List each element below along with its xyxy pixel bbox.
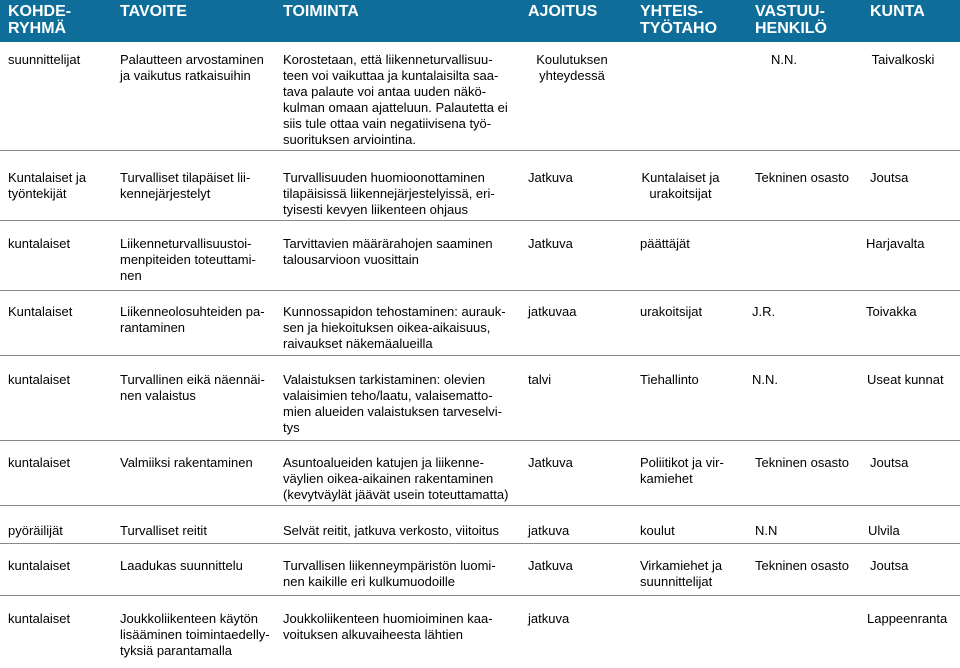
cell-kohderyhma: suunnittelijat [8, 52, 81, 67]
row-divider [0, 150, 960, 151]
cell-yhteistyotaho: koulut [640, 523, 675, 538]
cell-kunta: Taivalkoski [871, 52, 935, 67]
cell-tavoite: Joukkoliikenteen käytön lisääminen toimintaedelly- tyksiä parantamalla [120, 611, 270, 658]
cell-toiminta: Kunnossapidon tehostaminen: aurauk- sen ja hiekoituksen oikea-aikaisuus, raivaukset näkemäalueilla [283, 304, 506, 351]
cell-kohderyhma: pyöräilijät [8, 523, 63, 538]
cell-ajoitus: Koulutuksen yhteydessä [536, 52, 608, 83]
cell-kunta: Joutsa [870, 558, 909, 573]
cell-yhteistyotaho: Poliitikot ja vir- kamiehet [640, 455, 724, 486]
header-ajoitus: AJOITUS [528, 3, 598, 20]
cell-yhteistyotaho: Kuntalaiset ja urakoitsijat [641, 170, 720, 201]
cell-vastuuhenkilo: Tekninen osasto [755, 455, 849, 470]
cell-kohderyhma: Kuntalaiset [8, 304, 73, 319]
cell-ajoitus: Jatkuva [528, 170, 573, 185]
cell-tavoite: Liikenneturvallisuustoi- menpiteiden toteuttami- nen [120, 236, 256, 283]
cell-ajoitus: Jatkuva [528, 236, 573, 251]
cell-tavoite: Valmiiksi rakentaminen [120, 455, 253, 470]
cell-yhteistyotaho: Tiehallinto [640, 372, 699, 387]
cell-kohderyhma: kuntalaiset [8, 455, 71, 470]
cell-vastuuhenkilo: Tekninen osasto [755, 170, 849, 185]
cell-tavoite: Palautteen arvostaminen ja vaikutus ratkaisuihin [120, 52, 264, 83]
cell-toiminta: Asuntoalueiden katujen ja liikenne- väylien oikea-aikainen rakentaminen (kevytväylät jäävät usein toteuttamatta) [283, 455, 509, 502]
cell-tavoite: Turvalliset reitit [120, 523, 207, 538]
cell-toiminta: Tarvittavien määrärahojen saaminen talousarvioon vuosittain [283, 236, 493, 267]
row-divider [0, 290, 960, 291]
cell-kunta: Lappeenranta [867, 611, 948, 626]
cell-kunta: Useat kunnat [867, 372, 944, 387]
row-divider [0, 440, 960, 441]
cell-ajoitus: jatkuvaa [528, 304, 577, 319]
cell-kohderyhma: kuntalaiset [8, 558, 71, 573]
cell-yhteistyotaho: Virkamiehet ja suunnittelijat [640, 558, 723, 589]
cell-toiminta: Turvallisen liikenneympäristön luomi- nen kaikille eri kulkumuodoille [283, 558, 496, 589]
row-divider [0, 595, 960, 596]
cell-ajoitus: Jatkuva [528, 455, 573, 470]
cell-tavoite: Turvallinen eikä näennäi- nen valaistus [120, 372, 265, 403]
cell-kunta: Joutsa [870, 170, 909, 185]
cell-kunta: Joutsa [870, 455, 909, 470]
header-toiminta: TOIMINTA [283, 3, 359, 20]
cell-vastuuhenkilo: N.N. [771, 52, 797, 67]
header-kohderyhma: KOHDE- RYHMÄ [8, 3, 72, 37]
cell-kohderyhma: kuntalaiset [8, 611, 71, 626]
row-divider [0, 543, 960, 544]
row-divider [0, 220, 960, 221]
cell-tavoite: Turvalliset tilapäiset lii- kennejärjestelyt [120, 170, 251, 201]
cell-vastuuhenkilo: N.N [755, 523, 778, 538]
cell-vastuuhenkilo: N.N. [752, 372, 778, 387]
cell-kohderyhma: Kuntalaiset ja työntekijät [8, 170, 87, 201]
cell-vastuuhenkilo: Tekninen osasto [755, 558, 849, 573]
cell-kunta: Ulvila [868, 523, 900, 538]
cell-toiminta: Selvät reitit, jatkuva verkosto, viitoitus [283, 523, 500, 538]
header-yhteistyotaho: YHTEIS- TYÖTAHO [640, 3, 718, 37]
cell-kunta: Harjavalta [866, 236, 925, 251]
cell-ajoitus: talvi [528, 372, 552, 387]
cell-ajoitus: jatkuva [528, 523, 570, 538]
cell-toiminta: Valaistuksen tarkistaminen: olevien valaisimien teho/laatu, valaisematto- mien alueiden valaistuksen tarveselvi- tys [283, 372, 502, 435]
header-tavoite: TAVOITE [120, 3, 187, 20]
cell-ajoitus: Jatkuva [528, 558, 573, 573]
cell-yhteistyotaho: päättäjät [640, 236, 690, 251]
cell-kohderyhma: kuntalaiset [8, 372, 71, 387]
cell-vastuuhenkilo: J.R. [752, 304, 776, 319]
table-header [0, 0, 960, 42]
cell-toiminta: Joukkoliikenteen huomioiminen kaa- voituksen alkuvaiheesta lähtien [283, 611, 493, 642]
row-divider [0, 355, 960, 356]
row-divider [0, 505, 960, 506]
header-kunta: KUNTA [870, 3, 925, 20]
cell-tavoite: Laadukas suunnittelu [120, 558, 243, 573]
cell-toiminta: Korostetaan, että liikenneturvallisuu- teen voi vaikuttaa ja kuntalaisilta saa- tava palaute voi antaa uuden näkö- kulman omaan ajatteluun. Palautetta ei siis tule ottaa vain negatiivisena työ- suorituksen arviointina. [283, 52, 508, 147]
cell-yhteistyotaho: urakoitsijat [640, 304, 703, 319]
cell-ajoitus: jatkuva [528, 611, 570, 626]
cell-toiminta: Turvallisuuden huomioonottaminen tilapäisissä liikennejärjestelyissä, eri- tyisesti kevyen liikenteen ohjaus [283, 170, 495, 217]
header-vastuuhenkilo: VASTUU- HENKILÖ [755, 3, 827, 37]
cell-tavoite: Liikenneolosuhteiden pa- rantaminen [120, 304, 265, 335]
cell-kohderyhma: kuntalaiset [8, 236, 71, 251]
cell-kunta: Toivakka [866, 304, 917, 319]
